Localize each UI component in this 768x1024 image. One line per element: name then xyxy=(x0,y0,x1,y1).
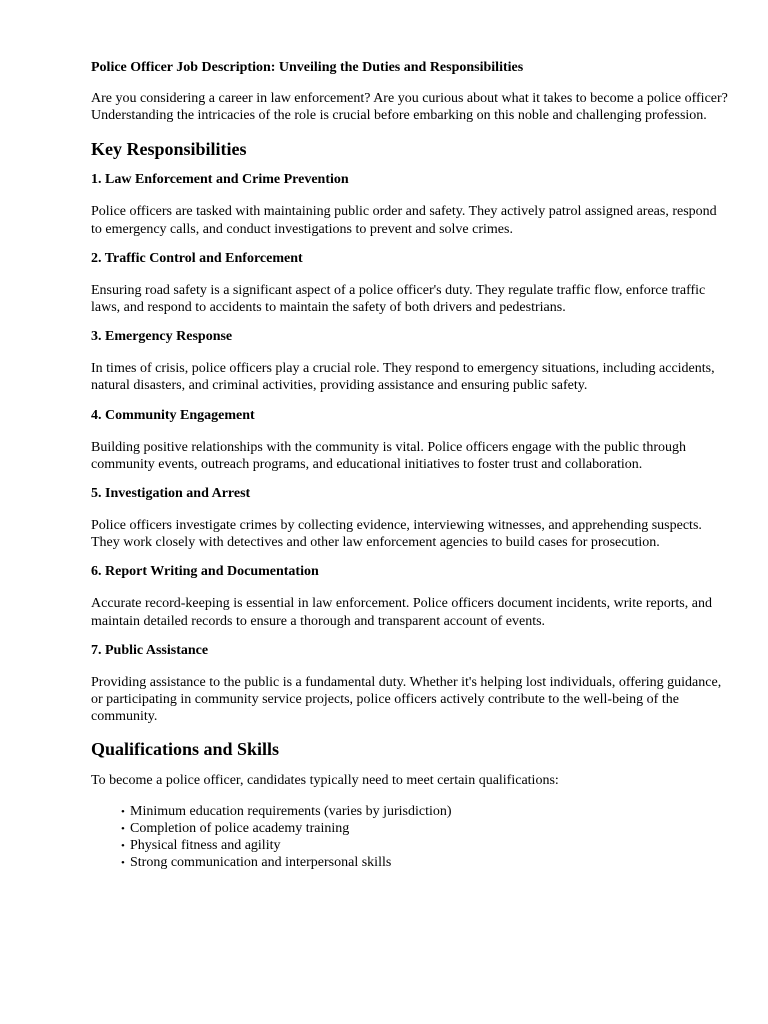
list-item-text: Strong communication and interpersonal skills xyxy=(130,855,392,871)
list-item xyxy=(121,803,731,820)
responsibility-text: Police officers investigate crimes by collecting evidence, interviewing witnesses, and apprehending suspects. They work closely with detectives and other law enforcement agencies to build cases for prosecution. xyxy=(91,518,702,551)
responsibility-text: In times of crisis, police officers play a crucial role. They respond to emergency situations, including accidents, natural disasters, and criminal activities, providing assistance and ensuring public safety. xyxy=(91,361,715,394)
intro-paragraph: Are you considering a career in law enforcement? Are you curious about what it takes to become a police officer? Understanding the intricacies of the role is crucial before embarking on this noble and challenging profession. xyxy=(91,91,728,124)
list-item-text: Minimum education requirements (varies by jurisdiction) xyxy=(130,803,452,819)
bullet-icon: • xyxy=(121,857,125,870)
key-responsibilities-heading: Key Responsibilities xyxy=(91,139,247,160)
list-item xyxy=(121,837,731,854)
responsibility-section xyxy=(91,407,731,473)
responsibility-heading: 5. Investigation and Arrest xyxy=(91,486,251,502)
responsibility-text: Accurate record-keeping is essential in law enforcement. Police officers document incidents, write reports, and maintain detailed records to ensure a thorough and transparent account of events. xyxy=(91,596,712,629)
responsibility-text: Building positive relationships with the community is vital. Police officers engage with the public through community events, outreach programs, and educational initiatives to foster trust and collaboration. xyxy=(91,439,687,472)
list-item-text: Physical fitness and agility xyxy=(130,838,281,854)
list-item xyxy=(121,820,731,837)
responsibility-heading: 2. Traffic Control and Enforcement xyxy=(91,250,303,266)
responsibility-section xyxy=(91,171,731,237)
responsibility-text: Ensuring road safety is a significant aspect of a police officer's duty. They regulate traffic flow, enforce traffic laws, and respond to accidents to maintain the safety of both drivers and pedestrians. xyxy=(91,282,706,316)
responsibility-text: Providing assistance to the public is a fundamental duty. Whether it's helping lost individuals, offering guidance, or participating in community service projects, police officers actively contribute to the well-being of the community. xyxy=(91,674,722,725)
responsibility-heading: 3. Emergency Response xyxy=(91,329,233,345)
responsibility-section xyxy=(91,485,731,551)
list-item-text: Completion of police academy training xyxy=(130,820,350,836)
responsibility-heading: 6. Report Writing and Documentation xyxy=(91,564,319,580)
list-item xyxy=(121,854,731,871)
responsibility-heading: 4. Community Engagement xyxy=(91,407,255,423)
responsibility-section xyxy=(91,328,731,394)
qualifications-list xyxy=(121,803,731,872)
responsibility-text: Police officers are tasked with maintaining public order and safety. They actively patrol assigned areas, respond to emergency calls, and conduct investigations to prevent and solve crimes. xyxy=(91,204,717,237)
responsibility-section xyxy=(91,250,731,316)
bullet-icon: • xyxy=(121,840,125,853)
document-title: Police Officer Job Description: Unveiling the Duties and Responsibilities xyxy=(91,60,524,75)
responsibility-section xyxy=(91,563,731,629)
document-page xyxy=(91,58,731,871)
bullet-icon: • xyxy=(121,805,125,818)
responsibility-heading: 1. Law Enforcement and Crime Prevention xyxy=(91,172,349,188)
responsibility-section xyxy=(91,642,731,726)
qualifications-intro: To become a police officer, candidates typically need to meet certain qualifications: xyxy=(91,773,559,789)
responsibility-heading: 7. Public Assistance xyxy=(91,642,209,658)
qualifications-heading: Qualifications and Skills xyxy=(91,739,280,760)
bullet-icon: • xyxy=(121,822,125,835)
